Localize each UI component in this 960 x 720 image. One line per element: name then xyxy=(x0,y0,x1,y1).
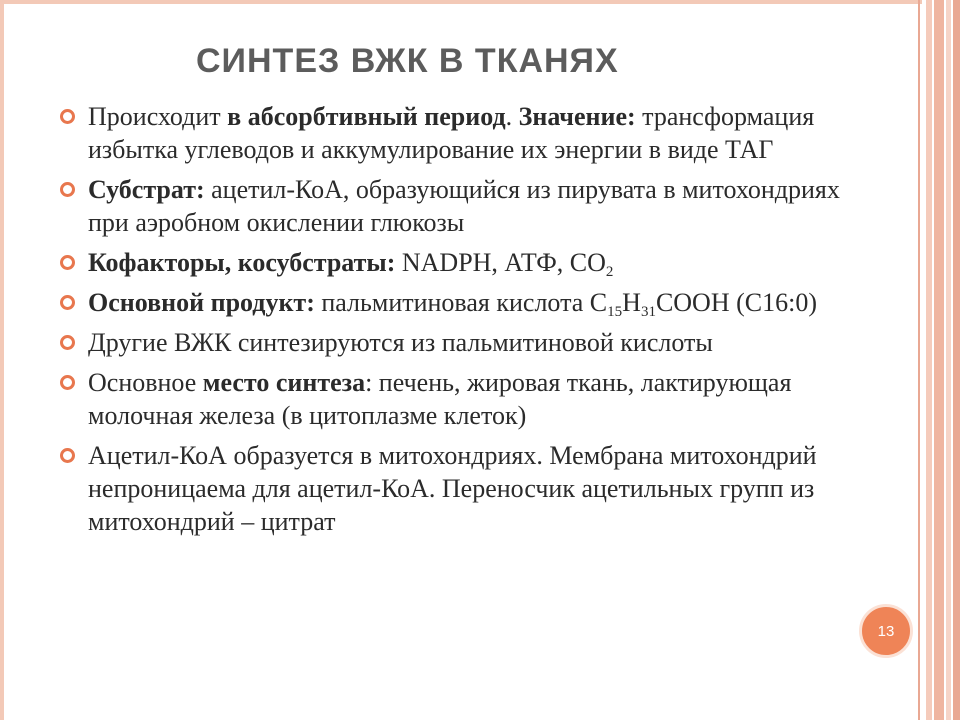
circle-bullet-icon xyxy=(60,109,75,124)
text: . xyxy=(505,102,519,131)
bold-text: Значение: xyxy=(518,102,636,131)
bullet-item xyxy=(60,100,880,166)
circle-bullet-icon xyxy=(60,335,75,350)
circle-bullet-icon xyxy=(60,182,75,197)
bullet-item xyxy=(60,326,880,359)
text: трансформация избытка углеводов и аккумулирование их энергии в виде ТАГ xyxy=(88,102,815,164)
circle-bullet-icon xyxy=(60,255,75,270)
circle-bullet-icon xyxy=(60,295,75,310)
bullet-item xyxy=(60,173,880,239)
bold-text: Основной продукт: xyxy=(88,288,315,317)
text: пальмитиновая кислота C xyxy=(314,288,608,317)
bullet-item xyxy=(60,246,880,279)
text: H xyxy=(622,288,641,317)
circle-bullet-icon xyxy=(60,375,75,390)
text: Основное xyxy=(88,368,203,397)
bold-text: в абсорбтивный период xyxy=(227,102,506,131)
text: COOH (C16:0) xyxy=(655,288,817,317)
slide-frame-left xyxy=(0,0,4,720)
bold-text: Субстрат: xyxy=(88,175,205,204)
bold-text: Кофакторы, косубстраты: xyxy=(88,248,396,277)
slide-frame-top xyxy=(0,0,922,4)
decor-stripe xyxy=(926,0,932,720)
decor-stripe xyxy=(934,0,944,720)
text: Ацетил-КоА образуется в митохондриях. Мембрана митохондрий непроницаема для ацетил-КоА. Переносчик ацетильных групп из митохондрий – цитрат xyxy=(88,441,817,536)
text: Происходит xyxy=(88,102,228,131)
slide-frame-right xyxy=(918,0,920,720)
bullet-item xyxy=(60,286,880,319)
decor-stripe xyxy=(953,0,960,720)
subscript: 15 xyxy=(607,304,623,320)
subscript: 2 xyxy=(605,264,614,280)
bold-text: место синтеза xyxy=(202,368,366,397)
decor-stripe xyxy=(946,0,951,720)
subscript: 31 xyxy=(640,304,656,320)
bullet-list xyxy=(60,100,880,545)
slide-title: СИНТЕЗ ВЖК В ТКАНЯХ xyxy=(196,42,619,80)
bullet-item xyxy=(60,366,880,432)
bullet-item xyxy=(60,439,880,538)
text: NADPH, АТФ, CO xyxy=(395,248,606,277)
text: ацетил-КоА, образующийся из пирувата в митохондриях при аэробном окислении глюкозы xyxy=(88,175,840,237)
page-number-badge: 13 xyxy=(859,604,913,658)
text: Другие ВЖК синтезируются из пальмитиновой кислоты xyxy=(88,328,713,357)
circle-bullet-icon xyxy=(60,448,75,463)
text: : печень, жировая ткань, лактирующая молочная железа (в цитоплазме клеток) xyxy=(88,368,792,430)
